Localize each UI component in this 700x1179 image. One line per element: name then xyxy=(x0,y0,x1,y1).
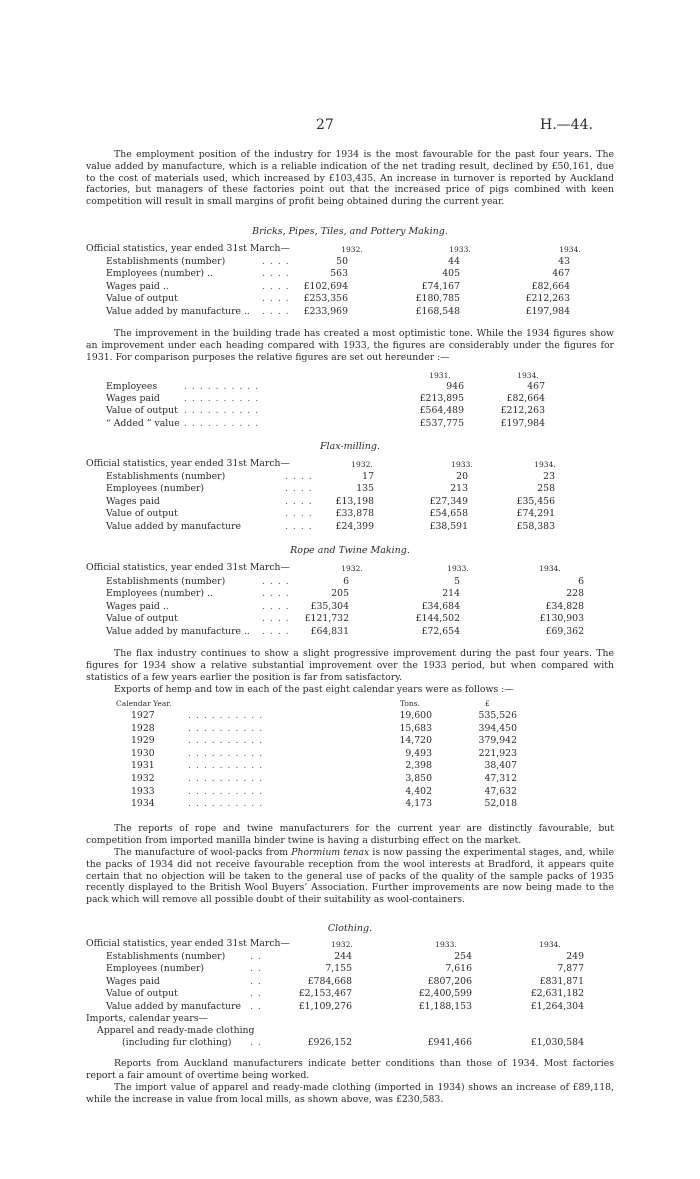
page-number: 27 xyxy=(316,117,334,133)
comparison-row-label: Value of output xyxy=(106,405,178,417)
flax-row-dots: . . . . xyxy=(285,471,313,482)
flax-year-0: 1932. xyxy=(351,460,373,469)
rope-row-label: Wages paid .. xyxy=(106,600,169,612)
exports-row-year: 1931 xyxy=(131,760,155,772)
clothing-row-value: £1,188,153 xyxy=(418,1000,472,1012)
bricks-row-label: Value of output xyxy=(106,293,178,305)
bricks-row-dots: . . . . xyxy=(262,305,290,317)
flax-row-value: £74,291 xyxy=(516,508,555,520)
bricks-row-value: £168,548 xyxy=(415,305,460,317)
rope-row-value: £34,684 xyxy=(421,600,460,612)
exports-row-dots: . . . . . . . . . . xyxy=(188,785,264,797)
exports-row-tons: 4,402 xyxy=(405,785,432,797)
bricks-row-dots: . . . . xyxy=(262,268,290,280)
report-code: H.—44. xyxy=(540,117,593,133)
exports-row-value: 47,312 xyxy=(484,773,517,784)
imports-label-1: Apparel and ready-made clothing xyxy=(97,1025,255,1036)
bricks-row-value: £233,969 xyxy=(303,305,348,317)
bricks-row-value: £82,664 xyxy=(531,280,570,292)
rope-row-label: Employees (number) .. xyxy=(106,588,213,600)
clothing-row-value: £1,264,304 xyxy=(530,1000,584,1012)
bricks-row-value: 467 xyxy=(552,268,570,280)
clothing-heading: Clothing. xyxy=(327,923,373,934)
flax-row-value: 213 xyxy=(450,483,468,495)
flax-row-label: Wages paid xyxy=(106,495,160,507)
comparison-row-value: £212,263 xyxy=(500,405,545,417)
exports-row-value: 535,526 xyxy=(478,710,517,721)
imports-value-1934: £1,030,584 xyxy=(530,1037,584,1048)
clothing-row-value: 7,155 xyxy=(325,963,352,975)
exports-row-dots: . . . . . . . . . . xyxy=(188,798,264,810)
bricks-row-value: £212,263 xyxy=(525,293,570,305)
exports-row-tons: 4,173 xyxy=(405,798,432,810)
exports-row-dots: . . . . . . . . . . xyxy=(188,722,264,734)
exports-row-year: 1932 xyxy=(131,773,155,784)
clothing-row-label: Establishments (number) xyxy=(106,951,226,962)
clothing-row-dots: . . xyxy=(250,988,262,1000)
flax-lead: Official statistics, year ended 31st March— xyxy=(86,458,290,469)
comparison-row-label: “ Added ” value xyxy=(106,417,180,429)
rope-row-dots: . . . . xyxy=(262,625,290,637)
flax-row-value: 135 xyxy=(356,483,374,495)
comparison-row-value: £564,489 xyxy=(419,405,464,417)
bricks-row-label: Wages paid .. xyxy=(106,280,169,292)
imports-value-1933: £941,466 xyxy=(427,1037,472,1048)
flax-year-2: 1934. xyxy=(534,460,556,469)
woolpack-paragraph xyxy=(86,847,614,906)
clothing-row-value: £1,109,276 xyxy=(298,1000,352,1012)
rope-row-value: 205 xyxy=(331,588,349,600)
comparison-row-value: £213,895 xyxy=(419,393,464,405)
comparison-row-value: £82,664 xyxy=(506,393,545,405)
bricks-row-value: 405 xyxy=(442,268,460,280)
flax-row-label: Value of output xyxy=(106,508,178,520)
phormium-tenax-term: Phormium tenax xyxy=(291,847,370,858)
rope-row-value: 214 xyxy=(442,588,460,600)
building-paragraph: The improvement in the building trade has created a most optimistic tone. While the 1934 figures show an improvement under each heading compared with 1933, the figures are considerably under the figures for 1931. For comparison purposes the relative figures are set out hereunder :— xyxy=(86,328,614,363)
exports-row-value: 379,942 xyxy=(478,735,517,747)
clothing-row-dots: . . xyxy=(250,963,262,975)
bricks-row-value: £180,785 xyxy=(415,293,460,305)
exports-row-year: 1933 xyxy=(131,785,155,797)
rope-row-value: £121,732 xyxy=(304,613,349,625)
exports-row-dots: . . . . . . . . . . xyxy=(188,760,264,772)
rope-row-label: Value added by manufacture .. xyxy=(106,625,250,637)
comparison-year-1: 1934. xyxy=(517,371,539,380)
flax-row-label: Value added by manufacture xyxy=(106,520,242,532)
rope-row-dots: . . . . xyxy=(262,576,290,587)
bricks-row-value: 563 xyxy=(330,268,348,280)
clothing-lead: Official statistics, year ended 31st March— xyxy=(86,938,290,949)
rope-row-dots: . . . . xyxy=(262,600,290,612)
rope-year-0: 1932. xyxy=(341,564,363,573)
clothing-row-label: Value of output xyxy=(106,988,178,1000)
clothing-row-dots: . . xyxy=(250,1000,262,1012)
exports-row-year: 1927 xyxy=(131,710,155,721)
exports-row-tons: 2,398 xyxy=(405,760,432,772)
rope-year-1: 1933. xyxy=(447,564,469,573)
rope-row-label: Value of output xyxy=(106,613,178,625)
flax-heading: Flax-milling. xyxy=(319,441,381,452)
clothing-row-value: £807,206 xyxy=(427,975,472,987)
comparison-row-value: £537,775 xyxy=(419,417,464,429)
exports-col-year: Calendar Year. xyxy=(116,699,172,708)
intro-paragraph: The employment position of the industry for 1934 is the most favourable for the past four years. The value added by manufacture, which is a reliable indication of the net trading result, declined by £50,161, due to the cost of materials used, which increased by £103,435. An increase in turnover is reported by Auckland factories, but managers of these factories point out that the increased price of pigs combined with keen competition will result in small margins of profit being obtained during the current year. xyxy=(86,149,614,208)
bricks-row-dots: . . . . xyxy=(262,256,290,267)
flax-row-label: Employees (number) xyxy=(106,483,205,495)
clothing-row-label: Employees (number) xyxy=(106,963,205,975)
bricks-row-value: 43 xyxy=(558,256,570,267)
rope-row-label: Establishments (number) xyxy=(106,576,226,587)
rope-row-value: £34,828 xyxy=(545,600,584,612)
bricks-row-value: £197,984 xyxy=(525,305,570,317)
bricks-row-label: Value added by manufacture .. xyxy=(106,305,250,317)
exports-row-dots: . . . . . . . . . . xyxy=(188,735,264,747)
bricks-lead: Official statistics, year ended 31st March— xyxy=(86,243,290,254)
flax-row-dots: . . . . xyxy=(285,520,313,532)
exports-row-year: 1934 xyxy=(131,798,155,810)
bricks-year-2: 1934. xyxy=(559,245,581,254)
bricks-row-value: £102,694 xyxy=(303,280,348,292)
comparison-row-label: Employees xyxy=(106,381,158,392)
clothing-row-label: Value added by manufacture xyxy=(106,1000,242,1012)
bricks-year-0: 1932. xyxy=(341,245,363,254)
rope-row-dots: . . . . xyxy=(262,613,290,625)
comparison-row-value: 946 xyxy=(446,381,464,392)
closing-paragraph-1: Reports from Auckland manufacturers indicate better conditions than those of 1934. Most factories report a fair amount of overtime being worked. xyxy=(86,1058,614,1081)
comparison-row-label: Wages paid xyxy=(106,393,160,405)
exports-row-year: 1928 xyxy=(131,722,155,734)
flax-row-value: 20 xyxy=(456,471,468,482)
clothing-year-2: 1934. xyxy=(539,940,561,949)
bricks-row-dots: . . . . xyxy=(262,293,290,305)
clothing-row-value: 249 xyxy=(566,951,584,962)
clothing-row-value: 7,616 xyxy=(445,963,472,975)
flax-row-value: £54,658 xyxy=(429,508,468,520)
rope-row-value: 6 xyxy=(343,576,349,587)
flax-row-value: 258 xyxy=(537,483,555,495)
clothing-row-value: £2,631,182 xyxy=(530,988,584,1000)
clothing-row-dots: . . xyxy=(250,975,262,987)
rope-row-value: £144,502 xyxy=(415,613,460,625)
exports-row-tons: 3,850 xyxy=(405,773,432,784)
exports-row-tons: 15,683 xyxy=(399,722,432,734)
bricks-row-value: 44 xyxy=(448,256,460,267)
bricks-row-dots: . . . . xyxy=(262,280,290,292)
exports-row-dots: . . . . . . . . . . xyxy=(188,747,264,759)
flax-row-value: £35,456 xyxy=(516,495,555,507)
exports-row-tons: 14,720 xyxy=(399,735,432,747)
bricks-row-value: £253,356 xyxy=(303,293,348,305)
rope-row-value: £35,304 xyxy=(310,600,349,612)
exports-row-tons: 9,493 xyxy=(405,747,432,759)
clothing-row-value: 254 xyxy=(454,951,472,962)
comparison-row-value: 467 xyxy=(527,381,545,392)
flax-row-value: £58,383 xyxy=(516,520,555,532)
comparison-row-value: £197,984 xyxy=(500,417,545,429)
flax-row-value: £24,399 xyxy=(335,520,374,532)
exports-row-value: 47,632 xyxy=(484,785,517,797)
clothing-row-label: Wages paid xyxy=(106,975,160,987)
exports-row-value: 52,018 xyxy=(484,798,517,810)
flax-row-dots: . . . . xyxy=(285,483,313,495)
rope-row-dots: . . . . xyxy=(262,588,290,600)
clothing-year-1: 1933. xyxy=(435,940,457,949)
exports-row-tons: 19,600 xyxy=(399,710,432,721)
flax-row-value: £33,878 xyxy=(335,508,374,520)
comparison-row-dots: . . . . . . . . . . xyxy=(184,405,260,417)
clothing-row-value: £831,871 xyxy=(539,975,584,987)
exports-row-value: 394,450 xyxy=(478,722,517,734)
bricks-year-1: 1933. xyxy=(449,245,471,254)
rope-row-value: 228 xyxy=(566,588,584,600)
imports-dots: . . xyxy=(250,1037,262,1048)
exports-row-value: 221,923 xyxy=(478,747,517,759)
bricks-row-value: £74,167 xyxy=(421,280,460,292)
rope-row-value: £64,831 xyxy=(310,625,349,637)
rope-row-value: £130,903 xyxy=(539,613,584,625)
rope-lead: Official statistics, year ended 31st March— xyxy=(86,562,290,573)
clothing-row-value: 7,877 xyxy=(557,963,584,975)
flax-row-label: Establishments (number) xyxy=(106,471,226,482)
rope-year-2: 1934. xyxy=(539,564,561,573)
flax-row-value: 23 xyxy=(543,471,555,482)
flax-row-value: 17 xyxy=(362,471,374,482)
flax-row-dots: . . . . xyxy=(285,495,313,507)
rope-row-value: 6 xyxy=(578,576,584,587)
comparison-year-0: 1931. xyxy=(429,371,451,380)
clothing-row-dots: . . xyxy=(250,951,262,962)
rope-paragraph: The reports of rope and twine manufacturers for the current year are distinctly favourable, but competition from imported manilla binder twine is having a disturbing effect on the market. xyxy=(86,823,614,846)
imports-label-2: (including fur clothing) xyxy=(122,1037,232,1048)
bricks-row-value: 50 xyxy=(336,256,348,267)
rope-row-value: £72,654 xyxy=(421,625,460,637)
flax-row-value: £13,198 xyxy=(335,495,374,507)
comparison-row-dots: . . . . . . . . . . xyxy=(184,381,260,392)
clothing-row-value: £2,400,599 xyxy=(418,988,472,1000)
bricks-heading: Bricks, Pipes, Tiles, and Pottery Making. xyxy=(252,226,448,237)
rope-heading: Rope and Twine Making. xyxy=(290,545,410,556)
clothing-year-0: 1932. xyxy=(331,940,353,949)
clothing-row-value: £2,153,467 xyxy=(298,988,352,1000)
exports-col-tons: Tons. xyxy=(400,699,420,708)
imports-lead: Imports, calendar years— xyxy=(86,1013,208,1024)
closing-paragraph-2: The import value of apparel and ready-made clothing (imported in 1934) shows an increase of £89,118, while the increase in value from local mills, as shown above, was £230,583. xyxy=(86,1082,614,1105)
flax-paragraph: The flax industry continues to show a slight progressive improvement during the past four years. The figures for 1934 show a relative substantial improvement over the 1933 period, but when compared with statistics of a few years earlier the position is far from satisfactory. xyxy=(86,648,614,683)
exports-row-dots: . . . . . . . . . . xyxy=(188,710,264,721)
clothing-row-value: £784,668 xyxy=(307,975,352,987)
rope-row-value: 5 xyxy=(454,576,460,587)
flax-year-1: 1933. xyxy=(451,460,473,469)
flax-row-value: £27,349 xyxy=(429,495,468,507)
comparison-row-dots: . . . . . . . . . . xyxy=(184,417,260,429)
flax-row-value: £38,591 xyxy=(429,520,468,532)
clothing-row-value: 244 xyxy=(334,951,352,962)
imports-value-1932: £926,152 xyxy=(307,1037,352,1048)
exports-col-value: £ xyxy=(485,699,490,708)
woolpack-text: The manufacture of wool-packs from Phormium tenax is now passing the experimental stages, and, while the packs of 1934 did not receive favourable reception from the wool interests at Bradford, it appears quite certain that no objection will be taken to the general use of packs of the quality of the sample packs of 1935 recently displayed to the British Wool Buyers’ Association. Further improvements are now being made to the pack which will remove all possible doubt of their suitability as wool-containers. xyxy=(86,847,615,906)
bricks-row-label: Employees (number) .. xyxy=(106,268,213,280)
flax-row-dots: . . . . xyxy=(285,508,313,520)
exports-row-dots: . . . . . . . . . . xyxy=(188,773,264,784)
rope-row-value: £69,362 xyxy=(545,625,584,637)
bricks-row-label: Establishments (number) xyxy=(106,256,226,267)
exports-row-year: 1930 xyxy=(131,747,155,759)
exports-lead: Exports of hemp and tow in each of the past eight calendar years were as follows :— xyxy=(114,684,514,695)
exports-row-value: 38,407 xyxy=(484,760,517,772)
comparison-row-dots: . . . . . . . . . . xyxy=(184,393,260,405)
exports-row-year: 1929 xyxy=(131,735,155,747)
